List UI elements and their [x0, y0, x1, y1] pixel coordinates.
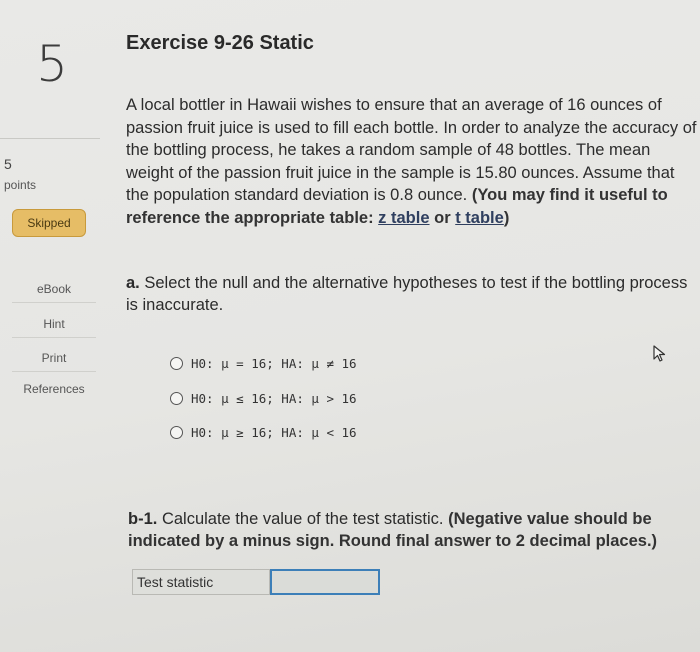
- t-table-link[interactable]: t table: [455, 208, 504, 227]
- answer-row: [132, 569, 380, 595]
- part-b1-label: b-1.: [128, 510, 158, 528]
- part-a-text: Select the null and the alternative hypotheses to test if the bottling process is inaccurate.: [126, 274, 688, 314]
- hint-link[interactable]: Hint: [12, 317, 96, 338]
- ebook-link[interactable]: eBook: [12, 282, 96, 303]
- problem-text: A local bottler in Hawaii wishes to ensure that an average of 16 ounces of passion fruit juice is used to fill each bottle. In order to analyze the accuracy of the bottling process, he takes a random sample of 48 bottles. The mean weight of the passion fruit juice in the sample is 15.80 ounces. Assume that the population standard deviation is 0.8 ounce.: [126, 96, 697, 204]
- part-b1-instruction: (Negative value should be indicated by a minus sign. Round final answer to 2 decimal places.): [128, 510, 658, 550]
- mouse-cursor-icon: [652, 345, 668, 368]
- radio-button[interactable]: [170, 357, 183, 370]
- option-label: H0: μ ≥ 16; HA: μ < 16: [191, 424, 357, 440]
- question-number: 5: [36, 35, 68, 93]
- radio-button[interactable]: [170, 426, 183, 439]
- part-a-prompt: [126, 272, 696, 316]
- part-a-label: a.: [126, 274, 140, 292]
- test-statistic-input[interactable]: [270, 569, 380, 595]
- option-label: H0: μ = 16; HA: μ ≠ 16: [191, 355, 357, 371]
- sidebar-divider: [0, 138, 100, 139]
- points-label: points: [4, 178, 37, 192]
- references-link[interactable]: References: [23, 382, 85, 396]
- radio-button[interactable]: [170, 392, 183, 405]
- exercise-title: Exercise 9-26 Static: [126, 32, 314, 54]
- part-b1-prompt: [128, 508, 694, 552]
- option-label: H0: μ ≤ 16; HA: μ > 16: [191, 390, 357, 406]
- print-link[interactable]: Print: [12, 351, 96, 372]
- hypothesis-option-3[interactable]: [170, 421, 357, 443]
- points-value: 5: [4, 156, 12, 172]
- part-b1-text: Calculate the value of the test statistic.: [161, 510, 444, 528]
- hypothesis-option-1[interactable]: [170, 352, 357, 374]
- reference-prefix: (You may find it useful to reference the appropriate table:: [126, 186, 668, 227]
- z-table-link[interactable]: z table: [378, 208, 430, 227]
- or-word: or: [434, 208, 451, 227]
- problem-statement: [126, 94, 698, 229]
- hypothesis-option-2[interactable]: [170, 387, 357, 409]
- test-statistic-label: Test statistic: [132, 569, 270, 595]
- status-badge: Skipped: [12, 209, 86, 237]
- reference-suffix: ): [503, 208, 510, 227]
